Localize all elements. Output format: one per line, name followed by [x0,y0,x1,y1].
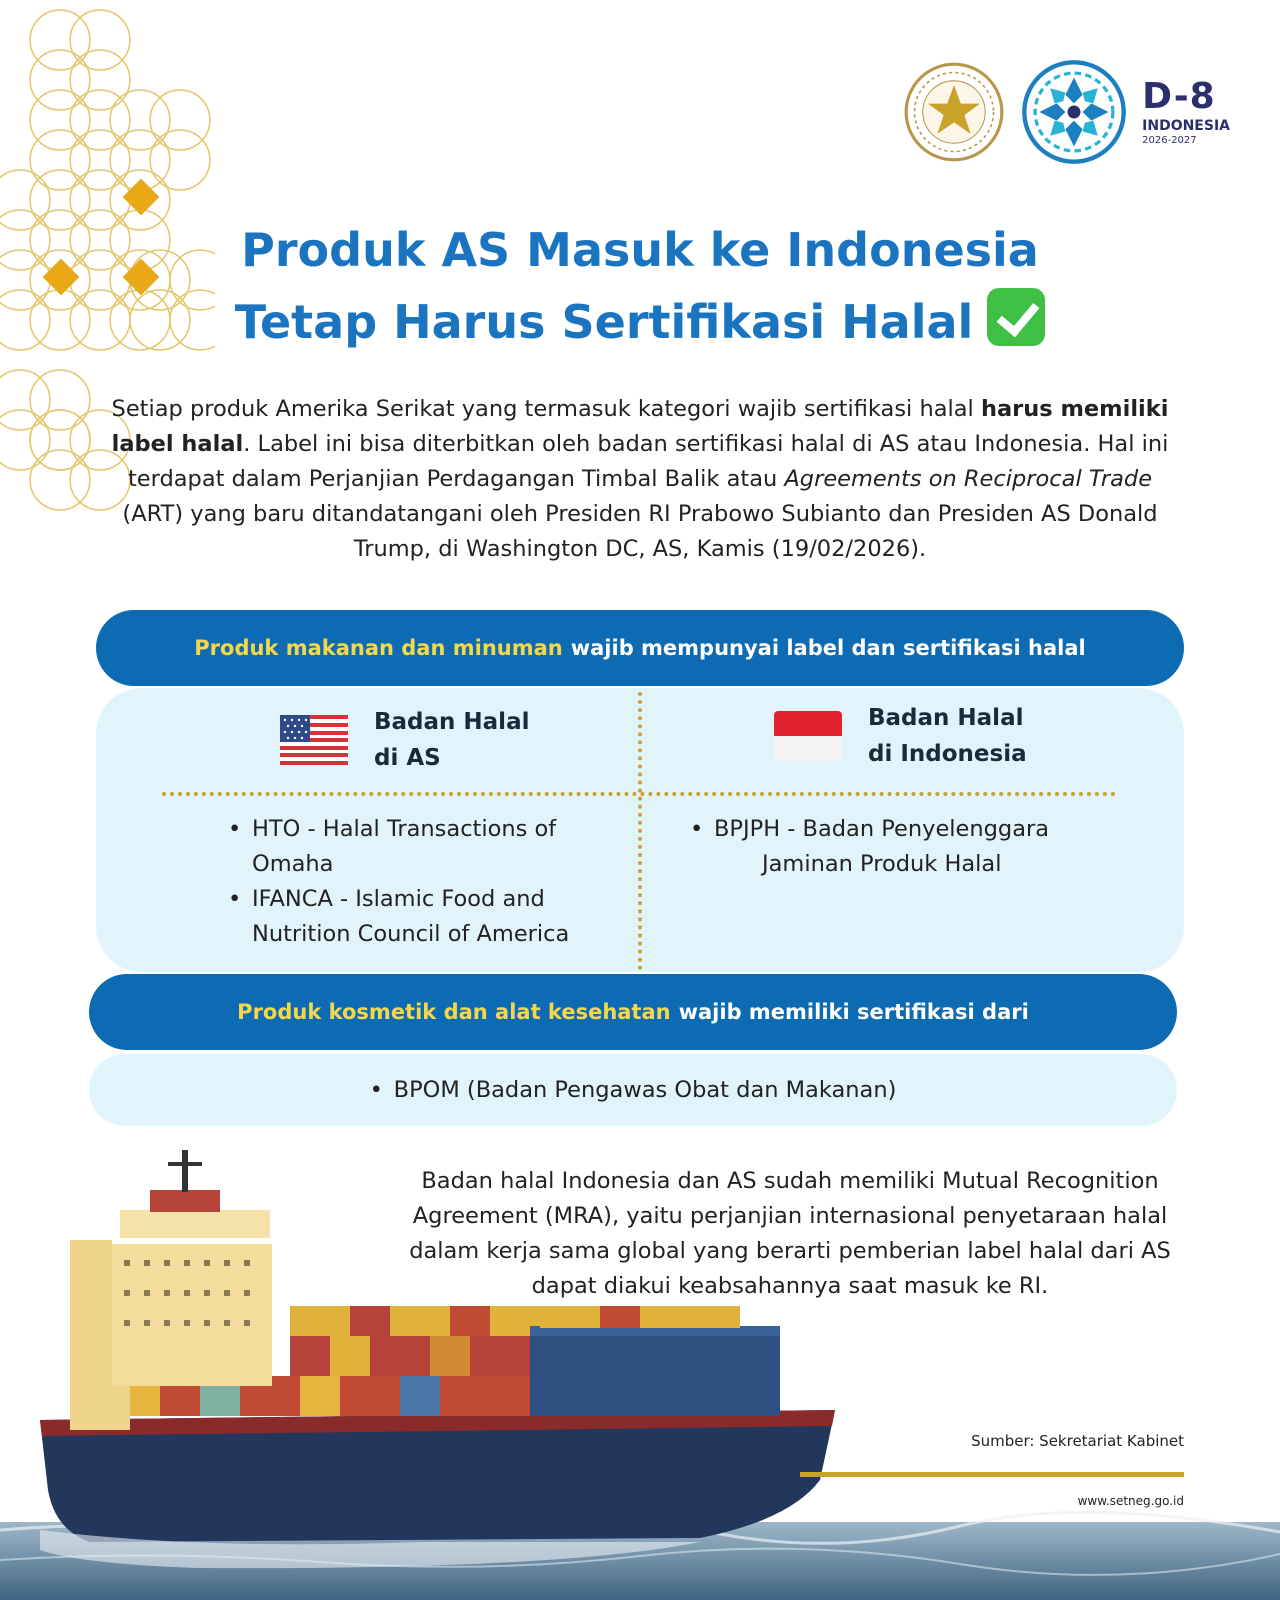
d8-sub: INDONESIA [1142,117,1230,134]
id-item-line-2: Jaminan Produk Halal [762,851,1002,877]
intro-bold: harus memiliki label halal [111,396,1169,457]
d8-main: D-8 [1142,75,1216,117]
cosmetic-bodies-list [370,1073,897,1108]
us-heading-line-2: di AS [374,745,441,771]
food-band-rest: wajib mempunyai label dan sertifikasi halal [570,636,1086,660]
us-flag-icon [280,715,348,765]
header-logos [902,58,1230,166]
id-heading-text [868,700,1027,772]
cosmetic-panel [89,1054,1177,1126]
us-heading-text [374,704,529,776]
intro-part-3: (ART) yang baru ditandatangani oleh Presiden RI Prabowo Subianto dan Presiden AS Donald Trump, di Washington DC, AS, Kamis (19/02/2026). [122,501,1158,562]
list-item: • BPOM (Badan Pengawas Obat dan Makanan) [370,1073,897,1108]
cosmetic-band-rest: wajib memiliki sertifikasi dari [678,1000,1029,1024]
title-line-2 [0,286,1280,358]
id-bodies-list [690,812,1130,882]
us-column-heading [280,704,529,776]
us-heading-line-1: Badan Halal [374,709,530,735]
page-title [0,214,1280,358]
closing-paragraph: Badan halal Indonesia dan AS sudah memiliki Mutual Recognition Agreement (MRA), yaitu perjanjian internasional penyetaraan halal dalam kerja sama global yang berarti pemberian label halal dari AS dapat diakui keabsahannya saat masuk ke RI. [409,1168,1171,1299]
list-item: • HTO - Halal Transactions of Omaha [228,812,628,882]
list-item: • IFANCA - Islamic Food and Nutrition Council of America [228,882,628,952]
header-divider [162,792,1116,796]
check-mark-icon [987,288,1045,346]
us-bodies-list [228,812,628,952]
footer-divider [800,1472,1184,1477]
id-heading-line-2: di Indonesia [868,741,1027,767]
cosmetic-band [89,974,1177,1050]
column-divider [638,692,642,970]
title-line-2-text: Tetap Harus Sertifikasi Halal [234,295,974,349]
d8-years: 2026-2027 [1142,134,1197,146]
id-heading-line-1: Badan Halal [868,705,1024,731]
cosmetic-band-highlight: Produk kosmetik dan alat kesehatan [237,1000,671,1024]
halal-bodies-panel [96,688,1184,972]
list-item [690,812,1130,882]
food-band [96,610,1184,686]
intro-part-1: Setiap produk Amerika Serikat yang termasuk kategori wajib sertifikasi halal [111,396,981,422]
intro-part-2: . Label ini bisa diterbitkan oleh badan sertifikasi halal di AS atau Indonesia. Hal ini terdapat dalam Perjanjian Perdagangan Timbal Balik atau [127,431,1169,492]
d8-logo-icon [1020,58,1128,166]
indonesia-flag-icon [774,711,842,761]
website-text: www.setneg.go.id [1077,1494,1184,1508]
source-text: Sumber: Sekretariat Kabinet [971,1432,1184,1450]
intro-italic: Agreements on Reciprocal Trade [784,466,1153,492]
title-line-1: Produk AS Masuk ke Indonesia [241,223,1039,277]
id-column-heading [774,700,1027,772]
d8-text [1142,75,1230,146]
id-item-line-1: BPJPH - Badan Penyelenggara [714,816,1050,842]
food-band-highlight: Produk makanan dan minuman [194,636,563,660]
intro-paragraph [110,392,1170,567]
state-emblem-icon [902,60,1006,164]
